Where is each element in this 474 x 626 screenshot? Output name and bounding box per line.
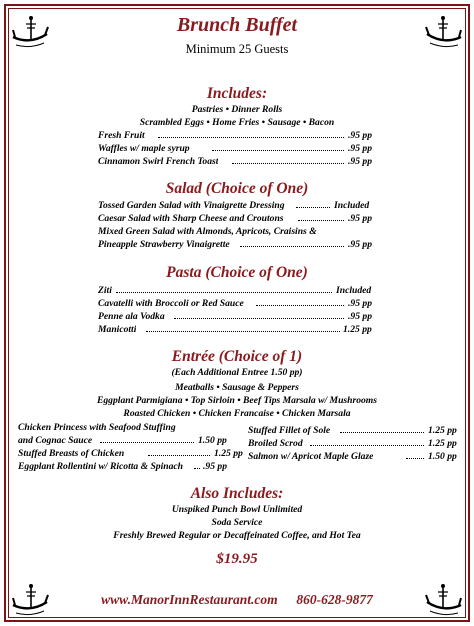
menu-item-name: Tossed Garden Salad with Vinaigrette Dressing bbox=[98, 200, 285, 211]
menu-item-name: Salmon w/ Apricot Maple Glaze bbox=[248, 451, 374, 462]
menu-item-name: Cavatelli with Broccoli or Red Sauce bbox=[98, 298, 244, 309]
dot-leader bbox=[406, 451, 424, 459]
phone-number: 860-628-9877 bbox=[296, 592, 373, 607]
menu-item-name: Ziti bbox=[98, 285, 112, 296]
dot-leader bbox=[212, 143, 344, 151]
menu-item-name: Manicotti bbox=[98, 324, 137, 335]
menu-item-name: Penne ala Vodka bbox=[98, 311, 165, 322]
menu-item-price: Included bbox=[334, 200, 370, 211]
menu-item-price: 1.50 pp bbox=[428, 451, 457, 462]
menu-item-name: Pineapple Strawberry Vinaigrette bbox=[98, 239, 230, 250]
menu-item-price: .95 pp bbox=[348, 156, 372, 167]
menu-item-price: .95 pp bbox=[348, 311, 372, 322]
menu-item-price: 1.25 pp bbox=[428, 425, 457, 436]
menu-item-price: 1.25 pp bbox=[428, 438, 457, 449]
menu-item-name: Broiled Scrod bbox=[248, 438, 303, 449]
dot-leader bbox=[174, 311, 344, 319]
menu-item-name: Cinnamon Swirl French Toast bbox=[98, 156, 219, 167]
menu-item-name: Fresh Fruit bbox=[98, 130, 145, 141]
dot-leader bbox=[310, 438, 424, 446]
dot-leader bbox=[194, 461, 200, 469]
menu-item-price: 1.25 pp bbox=[214, 448, 243, 459]
dot-leader bbox=[232, 156, 344, 164]
dot-leader bbox=[298, 213, 344, 221]
also-includes-line: Soda Service bbox=[211, 517, 263, 528]
menu-item-name: Stuffed Breasts of Chicken bbox=[18, 448, 125, 459]
menu-item-name: Caesar Salad with Sharp Cheese and Croutons bbox=[98, 213, 284, 224]
website-link[interactable]: www.ManorInnRestaurant.com bbox=[101, 592, 278, 607]
entree-line: Meatballs • Sausage & Peppers bbox=[175, 382, 299, 393]
menu-item-name: and Cognac Sauce bbox=[18, 435, 93, 446]
menu-item-price: .95 pp bbox=[348, 298, 372, 309]
menu-item-price: 1.25 pp bbox=[343, 324, 372, 335]
dot-leader bbox=[158, 130, 344, 138]
page-title: Brunch Buffet bbox=[176, 14, 298, 36]
menu-item-price: .95 pp bbox=[348, 213, 372, 224]
dot-leader bbox=[148, 448, 210, 456]
entree-note: (Each Additional Entree 1.50 pp) bbox=[171, 367, 303, 378]
dot-leader bbox=[116, 285, 332, 293]
also-includes-line: Unspiked Punch Bowl Unlimited bbox=[171, 504, 303, 515]
menu-item-name: Waffles w/ maple syrup bbox=[98, 143, 190, 154]
menu-item-name: Chicken Princess with Seafood Stuffing bbox=[18, 422, 176, 433]
dot-leader bbox=[100, 435, 194, 443]
menu-item-price: .95 pp bbox=[348, 143, 372, 154]
menu-item-name: Eggplant Rollentini w/ Ricotta & Spinach bbox=[18, 461, 183, 472]
also-includes-heading: Also Includes: bbox=[190, 485, 284, 502]
menu-item-price: .95 pp bbox=[348, 130, 372, 141]
includes-line: Scrambled Eggs • Home Fries • Sausage • Bacon bbox=[139, 117, 335, 128]
dot-leader bbox=[340, 425, 424, 433]
entree-heading: Entrée (Choice of 1) bbox=[171, 348, 303, 365]
menu-item-price: .95 pp bbox=[203, 461, 227, 472]
salad-heading: Salad (Choice of One) bbox=[165, 180, 309, 197]
pasta-heading: Pasta (Choice of One) bbox=[166, 264, 308, 281]
menu-item-name: Mixed Green Salad with Almonds, Apricots, Craisins & bbox=[98, 226, 317, 237]
menu-item-price: .95 pp bbox=[348, 239, 372, 250]
menu-item-price: 1.50 pp bbox=[198, 435, 227, 446]
dot-leader bbox=[296, 200, 330, 208]
also-includes-line: Freshly Brewed Regular or Decaffeinated Coffee, and Hot Tea bbox=[113, 530, 361, 541]
dot-leader bbox=[146, 324, 340, 332]
buffet-price: $19.95 bbox=[216, 551, 258, 567]
menu-item-price: Included bbox=[336, 285, 372, 296]
entree-line: Eggplant Parmigiana • Top Sirloin • Beef Tips Marsala w/ Mushrooms bbox=[96, 395, 378, 406]
dot-leader bbox=[256, 298, 344, 306]
includes-heading: Includes: bbox=[206, 85, 268, 102]
menu-item-name: Stuffed Fillet of Sole bbox=[248, 425, 331, 436]
entree-line: Roasted Chicken • Chicken Francaise • Chicken Marsala bbox=[123, 408, 351, 419]
footer-contact bbox=[0, 592, 474, 608]
includes-line: Pastries • Dinner Rolls bbox=[191, 104, 283, 115]
dot-leader bbox=[240, 239, 344, 247]
page-subtitle: Minimum 25 Guests bbox=[185, 42, 289, 56]
